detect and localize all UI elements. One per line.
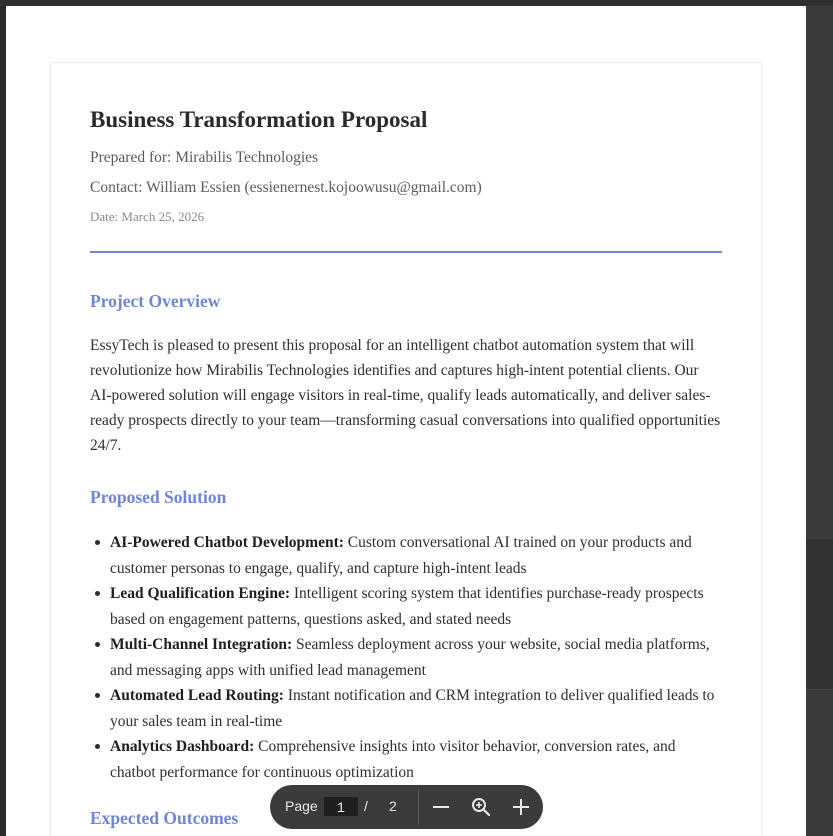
- list-item: [110, 632, 722, 683]
- zoom-fit-button[interactable]: [466, 792, 496, 822]
- list-item-text: Seamless deployment across your website, social media platforms, and messaging apps with unified lead management: [110, 636, 710, 679]
- contact-line: Contact: William Essien (essienernest.kojoowusu@gmail.com): [90, 179, 482, 196]
- list-item: [110, 683, 722, 734]
- list-item: [110, 734, 722, 785]
- section-heading-overview: Project Overview: [90, 291, 221, 311]
- overview-paragraph: EssyTech is pleased to present this proposal for an intelligent chatbot automation system that will revolutionize how Mirabilis Technologies identifies and captures high-intent potential clients. Our AI-powered solution will engage visitors in real-time, qualify leads automatically, and deliver sales-ready prospects directly to your team—transforming casual conversations into qualified opportunities 24/7.: [90, 337, 721, 454]
- list-item: [110, 581, 722, 632]
- total-pages: 2: [389, 798, 397, 814]
- zoom-in-button[interactable]: [506, 792, 536, 822]
- document-date: Date: March 25, 2026: [90, 209, 205, 224]
- list-item-text: Custom conversational AI trained on your products and customer personas to engage, qualify, and capture high-intent leads: [110, 534, 692, 577]
- list-item: [110, 530, 722, 581]
- section-heading-solution: Proposed Solution: [90, 487, 227, 507]
- zoom-in-icon: [506, 792, 536, 822]
- section-heading-outcomes: Expected Outcomes: [90, 808, 239, 828]
- list-item-label: Automated Lead Routing:: [110, 687, 284, 704]
- proposal-card: [50, 62, 762, 836]
- viewer-side-panel: [806, 6, 833, 836]
- list-item-text: Instant notification and CRM integration to deliver qualified leads to your sales team in real-time: [110, 687, 715, 730]
- document-title: Business Transformation Proposal: [90, 107, 428, 132]
- list-item-label: Lead Qualification Engine:: [110, 585, 290, 602]
- list-item-label: Multi-Channel Integration:: [110, 636, 293, 653]
- prepared-for: Prepared for: Mirabilis Technologies: [90, 149, 319, 166]
- list-item-label: Analytics Dashboard:: [110, 738, 255, 755]
- list-item-label: AI-Powered Chatbot Development:: [110, 534, 344, 551]
- solution-list: [90, 530, 722, 785]
- side-panel-segment: [806, 538, 833, 690]
- toolbar-divider: [418, 789, 419, 825]
- page-separator: /: [364, 798, 368, 814]
- list-item-text: Comprehensive insights into visitor behavior, conversion rates, and chatbot performance for continuous optimization: [110, 738, 676, 781]
- pdf-toolbar: [270, 785, 543, 829]
- page-label: Page: [285, 798, 318, 814]
- header-divider: [90, 251, 722, 253]
- page-number-input[interactable]: [324, 797, 358, 816]
- zoom-out-icon: [426, 792, 456, 822]
- zoom-out-button[interactable]: [426, 792, 456, 822]
- pdf-page: [6, 6, 806, 836]
- list-item-text: Intelligent scoring system that identifies purchase-ready prospects based on engagement patterns, questions asked, and stated needs: [110, 585, 704, 628]
- zoom-fit-icon: [466, 792, 496, 822]
